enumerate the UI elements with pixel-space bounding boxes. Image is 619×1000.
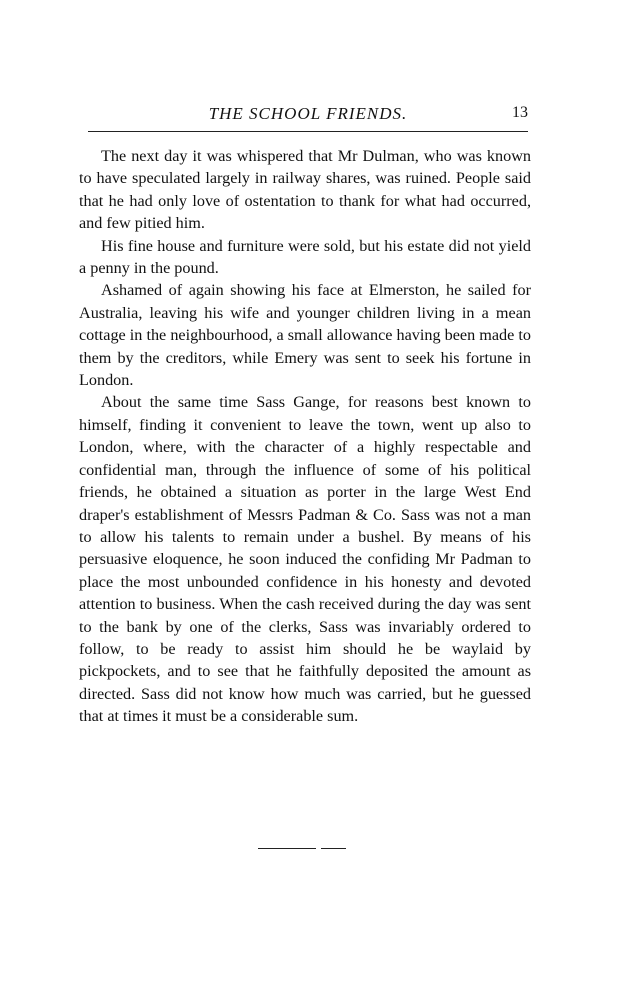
paragraph: Ashamed of again showing his face at Elmerston, he sailed for Australia, leaving his wife and younger children living in a mean cottage in the neighbourhood, a small allowance having been made to them by the creditors, while Emery was sent to seek his fortune in London. xyxy=(79,281,531,390)
header-rule xyxy=(88,131,528,132)
page-header xyxy=(88,104,528,126)
body-text xyxy=(79,145,531,728)
running-title: THE SCHOOL FRIENDS. xyxy=(208,104,408,123)
paragraph: The next day it was whispered that Mr Dulman, who was known to have speculated largely in railway shares, was ruined. People said that he had only love of ostentation to thank for what had occurred, and few pitied him. xyxy=(79,147,531,233)
page-number: 13 xyxy=(512,104,528,121)
paragraph: About the same time Sass Gange, for reasons best known to himself, finding it convenient to leave the town, went up also to London, where, with the character of a highly respectable and confidential man, through the influence of some of his political friends, he obtained a situation as porter in the large West End draper's establishment of Messrs Padman & Co. Sass was not a man to allow his talents to remain under a bushel. By means of his persuasive eloquence, he soon induced the confiding Mr Padman to place the most unbounded confidence in his honesty and devoted attention to business. When the cash received during the day was sent to the bank by one of the clerks, Sass was invariably ordered to follow, to be ready to assist him should he be waylaid by pickpockets, and to see that he faithfully deposited the amount as directed. Sass did not know how much was carried, but he guessed that at times it must be a considerable sum. xyxy=(79,393,531,726)
end-ornament-rule xyxy=(258,848,346,849)
paragraph: His fine house and furniture were sold, but his estate did not yield a penny in the pound. xyxy=(79,236,531,278)
